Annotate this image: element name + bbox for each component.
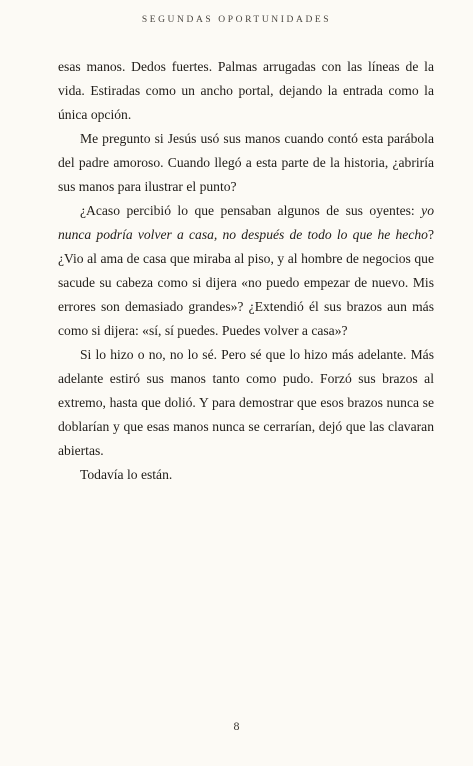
running-head: SEGUNDAS OPORTUNIDADES xyxy=(141,15,332,25)
paragraph-3-part-c: ? ¿Vio al ama de casa que miraba al piso, y al hombre de negocios que sacude su cabeza como si dijera «no puedo empezar de nuevo. Mis errores son demasiado grandes»? ¿Extendió él sus brazos aun más como si dijera: «sí, sí puedes. Puedes volver a casa»? xyxy=(58,227,434,338)
paragraph-5: Todavía lo están. xyxy=(80,467,173,482)
paragraph-3 xyxy=(58,199,434,343)
page-number: 8 xyxy=(233,719,240,733)
paragraph-1: esas manos. Dedos fuertes. Palmas arrugadas con las líneas de la vida. Estiradas como un ancho portal, dejando la entrada como la única opción. xyxy=(58,59,434,122)
paragraph-3-italic-quote: yo nunca podría volver a casa, no después de todo lo que he hecho xyxy=(58,203,434,242)
paragraph-3-part-a: ¿Acaso percibió lo que pensaban algunos de sus oyentes: xyxy=(80,203,422,218)
paragraph-2: Me pregunto si Jesús usó sus manos cuando contó esta parábola del padre amoroso. Cuando llegó a esta parte de la historia, ¿abriría sus manos para ilustrar el punto? xyxy=(58,131,434,194)
body-text xyxy=(58,55,434,487)
paragraph-4: Si lo hizo o no, no lo sé. Pero sé que lo hizo más adelante. Más adelante estiró sus manos tanto como pudo. Forzó sus brazos al extremo, hasta que dolió. Y para demostrar que esos brazos nunca se doblarían y que esas manos nunca se cerrarían, dejó que las clavaran abiertas. xyxy=(58,347,434,458)
